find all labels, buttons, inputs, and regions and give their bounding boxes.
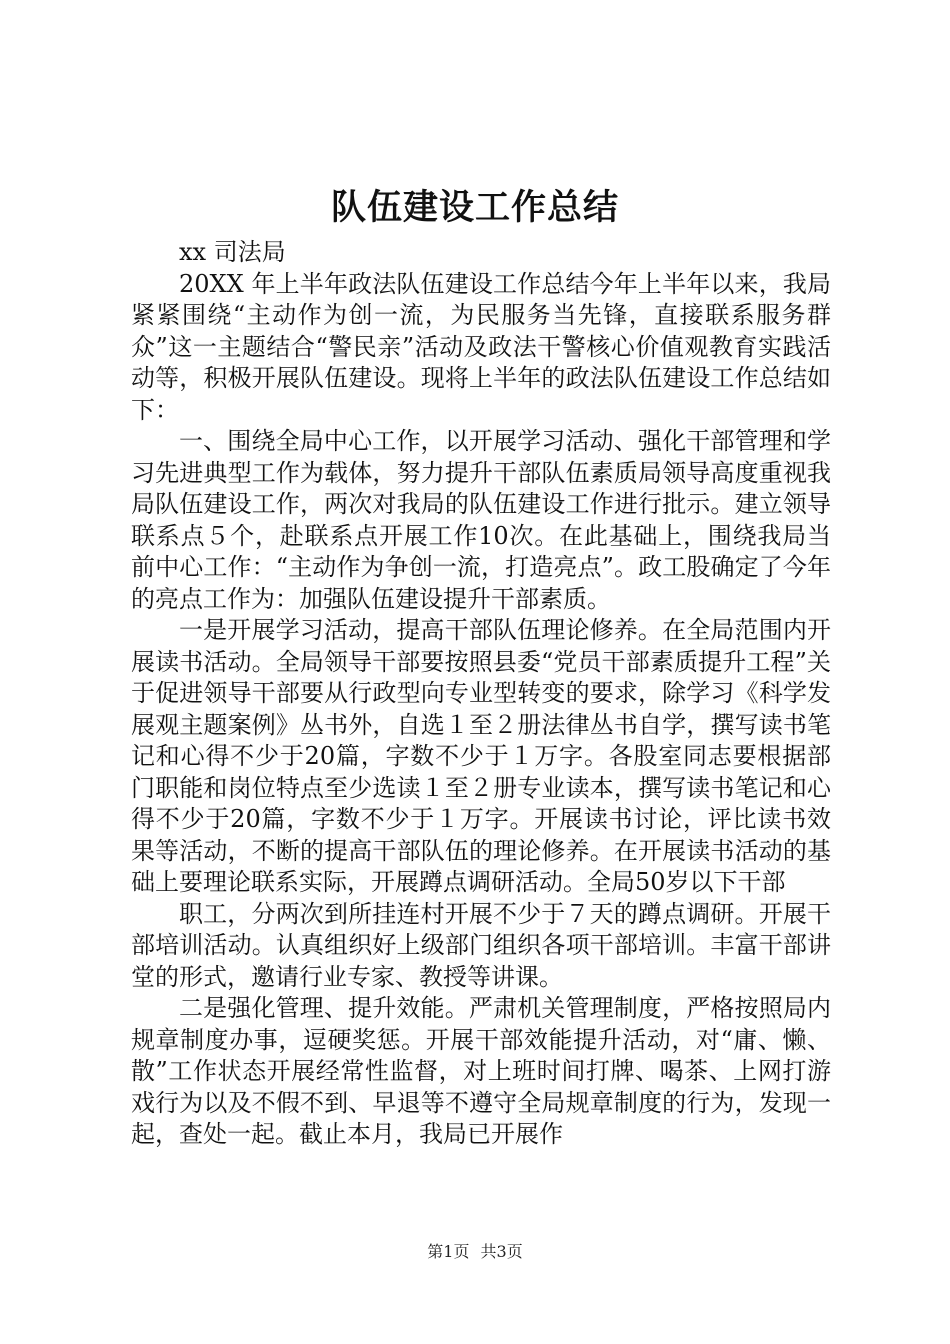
paragraph: 20XX 年上半年政法队伍建设工作总结今年上半年以来，我局紧紧围绕“主动作为创一流，为民服务当先锋，直接联系服务群众”这一主题结合“警民亲”活动及政法干警核心价值观教育实践活动等，积极开展队伍建设。现将上半年的政法队伍建设工作总结如下：: [131, 269, 831, 424]
document-body: [131, 237, 831, 1151]
page-total: 共3页: [480, 1242, 523, 1261]
paragraph: 二是强化管理、提升效能。严肃机关管理制度，严格按照局内规章制度办事，逗硬奖惩。开展干部效能提升活动，对“庸、懒、散”工作状态开展经常性监督，对上班时间打牌、喝茶、上网打游戏行为以及不假不到、早退等不遵守全局规章制度的行为，发现一起，查处一起。截止本月，我局已开展作: [131, 994, 831, 1148]
document-title: 队伍建设工作总结: [330, 187, 619, 228]
page-number: 第1页: [427, 1242, 470, 1261]
page-footer: [0, 1241, 950, 1263]
paragraph: 一是开展学习活动，提高干部队伍理论修养。在全局范围内开展读书活动。全局领导干部要按照县委“党员干部素质提升工程”关于促进领导干部要从行政型向专业型转变的要求，除学习《科学发展观主题案例》丛书外，自选１至２册法律丛书自学，撰写读书笔记和心得不少于20篇，字数不少于１万字。各股室同志要根据部门职能和岗位特点至少选读１至２册专业读本，撰写读书笔记和心得不少于20篇，字数不少于１万字。开展读书讨论，评比读书效果等活动，不断的提高干部队伍的理论修养。在开展读书活动的基础上要理论联系实际，开展蹲点调研活动。全局50岁以下干部: [131, 616, 831, 896]
author-line: xx 司法局: [179, 238, 286, 266]
paragraph: 一、围绕全局中心工作，以开展学习活动、强化干部管理和学习先进典型工作为载体，努力提升干部队伍素质局领导高度重视我局队伍建设工作，两次对我局的队伍建设工作进行批示。建立领导联系点５个，赴联系点开展工作10次。在此基础上，围绕我局当前中心工作：“主动作为争创一流，打造亮点”。政工股确定了今年的亮点工作为：加强队伍建设提升干部素质。: [131, 427, 831, 613]
paragraph: 职工，分两次到所挂连村开展不少于７天的蹲点调研。开展干部培训活动。认真组织好上级部门组织各项干部培训。丰富干部讲堂的形式，邀请行业专家、教授等讲课。: [131, 899, 831, 991]
